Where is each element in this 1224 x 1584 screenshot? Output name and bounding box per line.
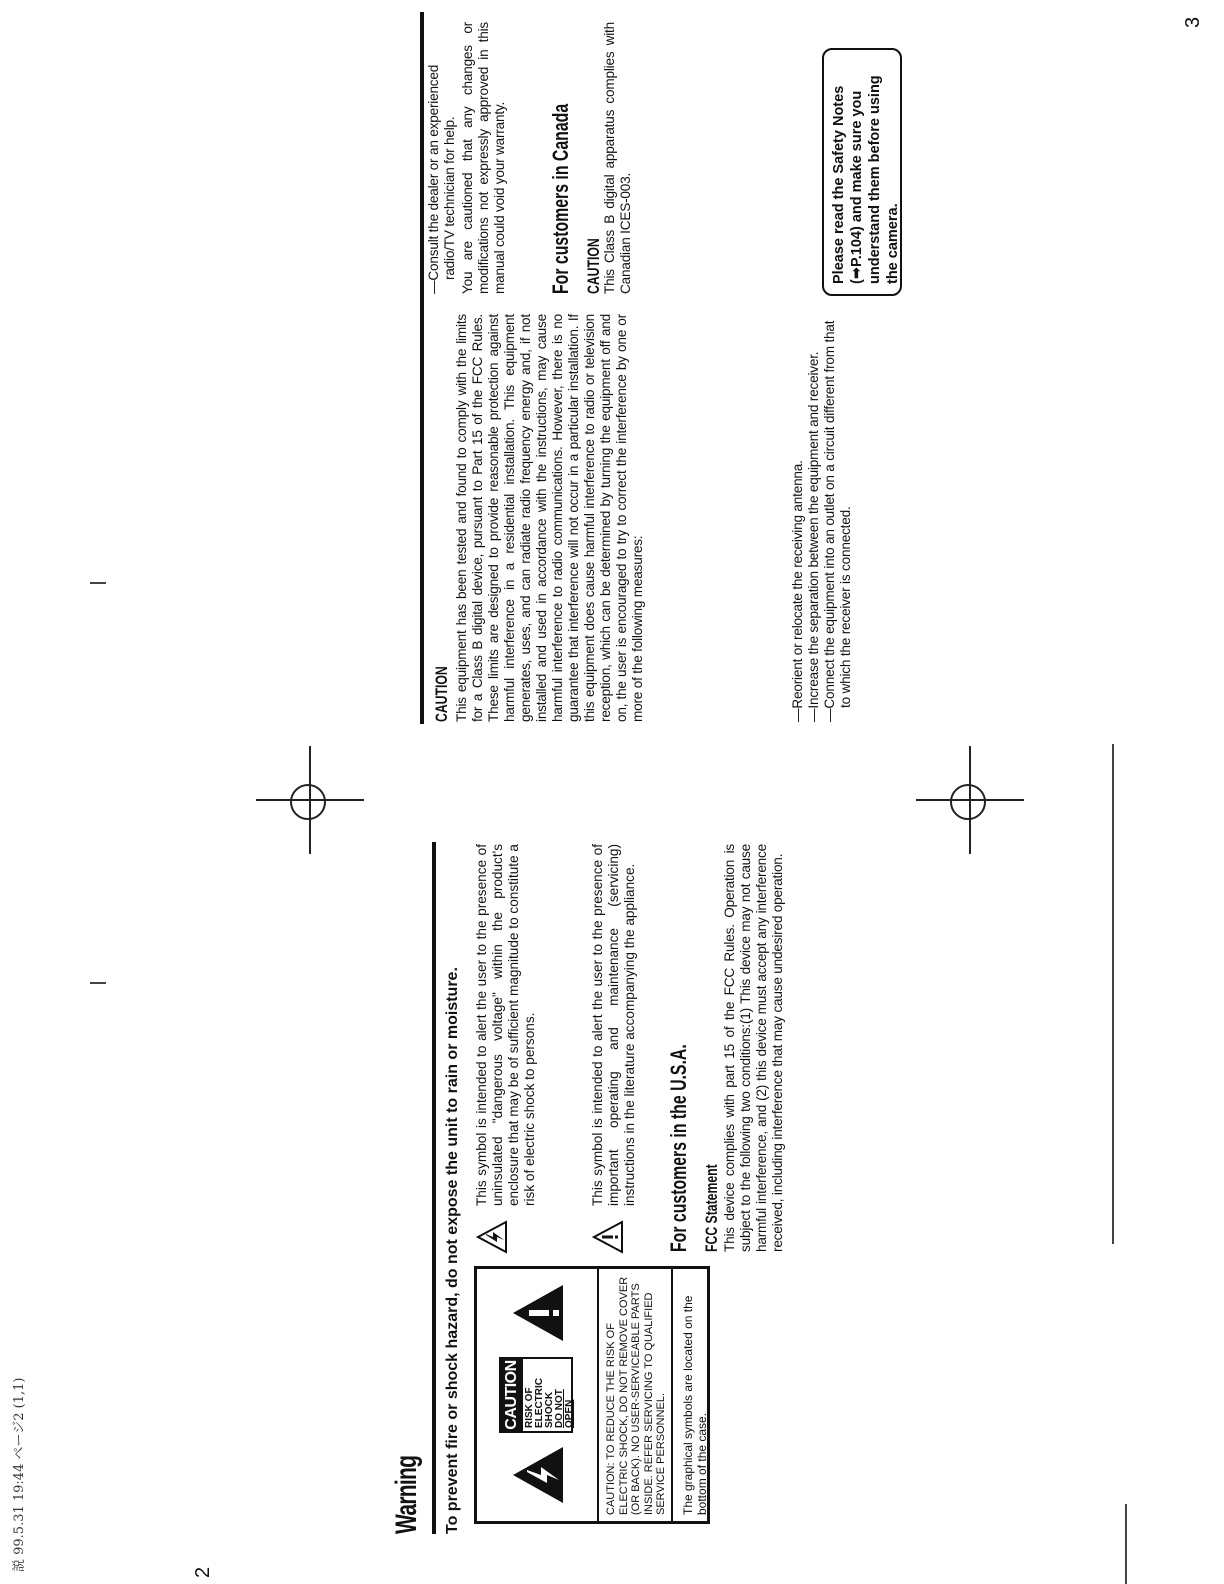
canada-caution-heading: CAUTION	[584, 238, 603, 294]
registration-mark-icon	[946, 776, 994, 824]
trim-line	[1125, 1504, 1127, 1584]
measures-list	[790, 314, 854, 722]
changes-text: You are cautioned that any changes or modifications not expressly approved in this manual could void your warranty.	[460, 22, 507, 294]
warning-title-wrap	[390, 1434, 430, 1534]
measure-4: —Consult the dealer or an experienced radio/TV technician for help.	[426, 64, 457, 294]
exclamation-triangle-icon	[511, 1283, 565, 1343]
trim-mark	[90, 582, 106, 584]
page-number-left: 2	[192, 1566, 214, 1578]
warning-label-box	[474, 1266, 710, 1524]
right-top-rule	[420, 12, 424, 724]
symbol-2-text: This symbol is intended to alert the user to the presence of important operating and maintenance (servicing) instructions in the literature accompanying the appliance.	[590, 844, 637, 1206]
usa-heading-wrap	[666, 832, 694, 1252]
label-location-text: The graphical symbols are located on the bottom of the case.	[681, 1295, 709, 1515]
measure-1: —Reorient or relocate the receiving antenna.	[790, 460, 805, 722]
warning-rule	[432, 842, 436, 1534]
exclamation-triangle-icon	[592, 1220, 624, 1254]
plate-line-3: DO NOT OPEN	[554, 1389, 575, 1428]
fcc-heading-wrap	[702, 1052, 724, 1252]
trim-mark	[90, 982, 106, 984]
page-number-right: 3	[1182, 16, 1204, 28]
measure-3: —Connect the equipment into an outlet on a circuit different from that to which the receiver is connected.	[822, 320, 853, 722]
caution-plate-caption: CAUTION	[501, 1359, 523, 1431]
caution-plate	[499, 1357, 573, 1433]
canada-heading-wrap	[548, 4, 576, 294]
lightning-triangle-icon	[476, 1220, 508, 1254]
fcc-caution-text: This equipment has been tested and found to comply with the limits for a Class B digital device, pursuant to Part 15 of the FCC Rules. These limits are designed to provide reasonable protection against harmful interference in a residential installation. This equipment generates, uses, and can radiate radio frequency energy and, if not installed and used in accordance with the instructions, may cause harmful interference to radio communications. However, there is no guarantee that interference will not occur in a particular installation. If this equipment does cause harmful interference to radio or television reception, which can be determined by turning the equipment off and on, the user is encouraged to try to correct the interference by one or more of the following measures:	[454, 314, 645, 722]
fcc-text: This device complies with part 15 of the FCC Rules. Operation is subject to the following two conditions:(1) This device may not cause harmful interference, and (2) this device must accept any interference received, including interference that may cause undesired operation.	[722, 844, 785, 1252]
fcc-heading: FCC Statement	[702, 1164, 721, 1252]
registration-mark-icon	[286, 776, 334, 824]
trim-line	[1112, 744, 1114, 1244]
warning-title: Warning	[390, 1455, 423, 1534]
caution-heading: CAUTION	[432, 666, 451, 722]
symbol-1-text: This symbol is intended to alert the user to the presence of uninsulated "dangerous voltage" within the product's enclosure that may be of sufficient magnitude to constitute a risk of electric shock to persons.	[474, 844, 537, 1206]
caution-heading-wrap	[432, 572, 456, 722]
label-caution-text: CAUTION: TO REDUCE THE RISK OF ELECTRIC SHOCK, DO NOT REMOVE COVER (OR BACK). NO USER-SERVICEABLE PARTS INSIDE. REFER SERVICING TO QUALIFIED SERVICE PERSONNEL.	[597, 1269, 673, 1521]
plate-line-1: RISK OF	[524, 1387, 535, 1428]
symbol-explanation-2	[590, 844, 660, 1254]
symbol-explanation-1	[474, 844, 574, 1254]
canada-text: This Class B digital apparatus complies with Canadian ICES-003.	[602, 22, 633, 294]
safety-notice-box: Please read the Safety Notes (➡P.104) and make sure you understand them before using the camera.	[822, 48, 902, 296]
usa-heading: For customers in the U.S.A.	[666, 1044, 691, 1252]
measure-2: —Increase the separation between the equipment and receiver.	[806, 351, 821, 722]
warning-label-graphic	[477, 1269, 599, 1521]
lightning-triangle-icon	[511, 1445, 565, 1505]
print-timestamp: 説 99.5.31 19:44 ページ2 (1,1)	[12, 1377, 27, 1572]
plate-line-2: ELECTRIC SHOCK	[534, 1378, 555, 1428]
warning-intro: To prevent fire or shock hazard, do not expose the unit to rain or moisture.	[444, 967, 461, 1534]
canada-heading: For customers in Canada	[548, 103, 573, 294]
